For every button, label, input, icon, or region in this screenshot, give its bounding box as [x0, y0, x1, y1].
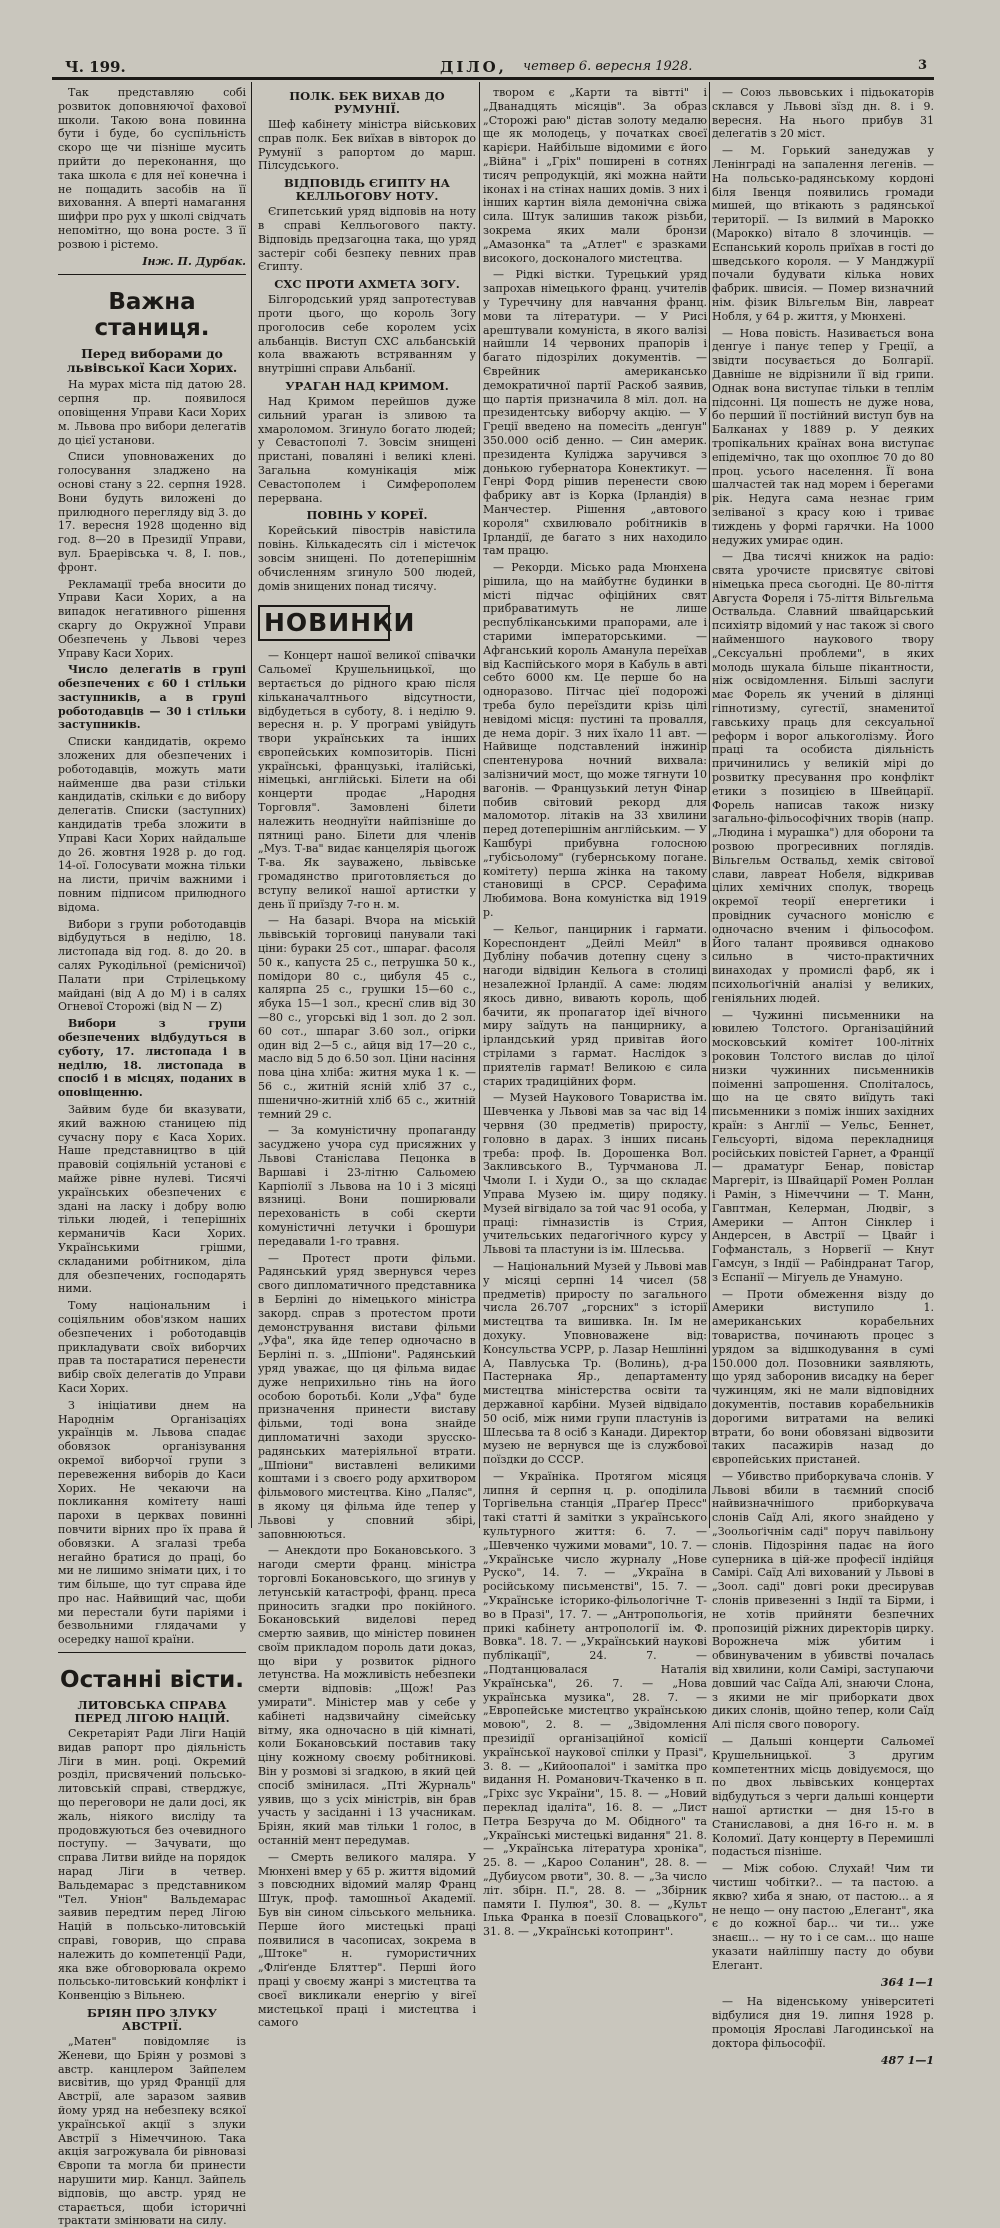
- news-heading: ПОЛК. БЕК ВИХАВ ДО РУМУНІЇ.: [289, 89, 445, 116]
- news-item: — Два тисячі книжок на радіо: свята урочисте присвятує світові німецька преса сьогодні. Це 80-ліття Августа Фореля і 75-ліття Вільгельма Оствальда. Славний швайцарський психіятр відомий у нас також зі свого найменшого наукового твору „Сексуальні проблеми", в яких молодь шукала більше пікантности, ніж освідомлення. Більші заслуги має Форель як учений в ділянці гіпнотизму, сугестії, знаменитої гавськиху праць для сексуальної реформ і ворог алькоголізму. Його праці та особиста діяльність причинились у великій мірі до розвитку пресування про конфлікт етики з позицією в Швейцарії. Форель написав також низку загально-фільософічних творів (напр. „Людина і мурашка") для оборони та розвою прогресивних поглядів. Вільгельм Оствальд, хемік світової слави, лавреат Нобеля, відкривав цілих хемічних сполук, творець окремої теорії енергетики і провідник сучасного моніслю є одночасно вченим і фільософом. Його талант проявився однаково сильно в чисто-практичних винаходах у промислі фарб, як і психольоґічній аналізі у великих, геніяльних людей.: [712, 550, 934, 1005]
- issue-date: четвер 6. вересня 1928.: [523, 59, 693, 74]
- news-item: — На віденському університеті відбулися дня 19. липня 1928 р. промоція Ярославі Лагодинської на доктора фільософії.: [712, 1995, 934, 2050]
- news-text: Корейський півострів навістила повінь. Кількадесять сіл і містечок зовсім знищені. По дотеперішнім обчисленням згинуло 500 людей, домів знищених понад тисячу.: [258, 524, 476, 593]
- article-paragraph: Тому національним і соціяльним обов'язком наших обезпечених і роботодавців прикладувати своїх виборчих прав та постаратися перенести вибір своїх делегатів до Управи Каси Хорих.: [58, 1299, 246, 1395]
- news-item: — Чужинні письменники на ювилею Толстого. Організаційний московський комітет 100-літніх роковин Толстого вислав до цілої низки чужинних письменників поіменні запрошення. Споліталось, що на це свято виїдуть такі письменники з поміж інших західних країн: з Англії — Уельс, Беннет, Гельсуорті, відома перекладниця російських повістей Гарнет, а Франції — драматург Бенар, повістар Маргеріт, із Швайцарії Ромен Роллан і Рамін, з Німеччини — Т. Манн, Гавптман, Келерман, Людвіг, з Америки — Аптон Сінклер і Андерсен, в Австрії — Цвайг і Гофмансталь, з Норвегії — Кнут Гамсун, з Індії — Рабіндранат Тагор, з Еспанії — Мігуель де Унамуно.: [712, 1008, 935, 1284]
- divider: [58, 1652, 246, 1653]
- column-4: [712, 86, 935, 2067]
- article-paragraph: Зайвим буде би вказувати, який важною станицею під сучасну пору є Каса Хорих. Наше представництво в цій правовій соціяльній установі є майже рівне нулеві. Тисячі українських обезпечених є здані на ласку і добру волю тільки людей, і теперішніх керманичів Каси Хорих. Українськими грішми, складаними робітником, діла для обезпечених, господарять ними.: [58, 1103, 246, 1296]
- column-divider: [251, 82, 252, 1528]
- news-item: — М. Горький занедужав у Ленінграді на запалення легенів. — На польсько-радянському кордоні біля Івенця появились громади мишей, що втікають з радянської території. — Із вилмий в Марокко (Марокко) вітало 8 злочинців. — Еспанський король приїхав в гості до шведського короля. — У Манджурії почали будувати кілька нових фабрик. швисія. — Помер визначний нім. фізик Вільгельм Він, лавреат Нобля, у 64 р. життя, у Мюнхені.: [712, 144, 934, 323]
- column-2: [258, 86, 476, 2030]
- news-item: — За комуністичну пропаганду засуджено учора суд присяжних у Львові Станіслава Пецонка в Варшаві і 23-літню Сальомею Карпіолії з Львова на 10 і 3 місяці вязниці. Вони поширювали перехованість в собі скерти комуністичні летучки і брошури передавали 1-го травня.: [258, 1124, 476, 1248]
- news-text: Єгипетський уряд відповів на ноту в справі Келльогового пакту. Відповідь предзагоцна така, що уряд застеріг собі безпеку певних прав Єгипту.: [258, 205, 476, 274]
- article-subtitle: Перед виборами до львівської Каси Хорих.: [66, 346, 238, 376]
- news-text: Над Кримом перейшов дуже сильний ураган із зливою та хмароломом. Згинуло богато людей; у Севастополі 7. Зовсім знищені пристані, поваляні і великі клені. Загальна комунікація між Севастополем і Симферополем перервана.: [258, 394, 476, 505]
- news-item: — Кельог, панцирник і гармати. Кореспондент „Дейлі Мейл" в Дубліну побачив дотепну сцену з нагоди відвідин Кельога в столиці незалежної Ірландії. А саме: людям якось дивно, вивають король, щоб бачити, як пропагатор ідеї вічного миру заїдуть на панцирнику, а ірландський уряд привітав його стрілами з гармат. Наслідок з приятелів гармат! Великою є сила старих традиційних форм.: [483, 922, 707, 1088]
- ad-code: 364 1—1: [880, 1975, 934, 1989]
- news-item: — Між собою. Слухай! Чим ти чистиш чобітки?.. — та пастою. а яквю? хиба я знаю, от пастою... а я не нещо — ону пастою „Елегант", яка є до кожної бар... чи ти... уже знаєш... — ну то і се сам... що наше указати найліпшу пасту до обуви Елегант.: [712, 1862, 934, 1972]
- article-paragraph: Число делегатів в групі обезпечених є 60 і стільки заступників, а в групі роботодавців — 30 і стільки заступників.: [58, 663, 246, 732]
- article-paragraph: Рекламації треба вносити до Управи Каси Хорих, а на випадок негативного рішення скаргу до Окружної Управи Обезпечень у Львові через Управу Каси Хорих.: [58, 577, 246, 660]
- news-item: — Концерт нашої великої співачки Сальомеї Крушельницької, що вертається до рідного краю після кільканачалтнього відсутности, відбудеться в суботу, 8. і неділю 9. вересня н. р. У програмі увійдуть твори українських та інших європейських композиторів. Пісні українські, французькі, італійські, німецькі, англійські. Білети на обі концерти продає „Народня Торговля". Замовлені білети належить неоднуїти найпізніше до пятниці рано. Білети для членів „Муз. Т-ва" видає канцелярія цьогож Т-ва. Як зауважено, львівське громадянство приготовляється до вступу великої нашої артистки у день її приїзду 7-го н. м.: [258, 649, 476, 911]
- news-item: — Рекорди. Місько рада Мюнхена рішила, що на майбутнє будинки в місті підчас офіційних свят прибраватимуть не лише республіканськими прапорами, але і старими імператорськими. — Афганський король Аманула переїхав від Каспійського моря в Кабуль в авті себто 6000 км. Це перше бо на одноразово. Пітчас ціеї подорожі треба було переїздити крізь цілі невідомі місця: пустині та провалля, де нема доріг. З них їхало 11 авт. — Найвище подставлений інжинір спентенурова ночний вихвала: залізничий мост, що може тягнути 10 вагонів. — Французький летун Фінар побив світовий рекорд для маломотор. літаків на 33 хвилини перед дотеперішнім англійським. — У Кашбурі прибувна голосною „губісьолому" (губернському погане. комітету) перша жінка на такому становищі в СРСР. Серафима Любимова. Вона комуністка від 1919 р.: [483, 561, 707, 920]
- article-text: Так представляю собі розвиток доповняючої фахової школи. Такою вона повинна бути і буде, бо суспільність скоро ще чи пізніше мусить прийти до переконання, що така школа є для неї конечна і не пощадить засобів на її виховання. А вперті намагання шифри про рух у школі свідчать непомітно, що вона росте. З її розвою і рістемо.: [58, 86, 246, 251]
- section-title: Останні вісти.: [60, 1667, 244, 1694]
- news-text: „Матен" повідомляє із Женеви, що Бріян у розмові з австр. канцлером Зайпелем висвітив, що уряд Франції для Австрії, але заразом заявив йому уряд на небезпеку всякої української акції з злуки Австрії з Німеччиною. Така акція загрожувала би рівновазі Європи та могла би принести нарушити мир. Канцл. Зайпель відповів, що австр. уряд не старається, щоби історичні трактати змінювати на силу.: [58, 2035, 246, 2228]
- news-item: — Нова повість. Називається вона денгуе і панує тепер у Греції, а звідти посувається до Болгарії. Давніше не відрізнили її від грипи. Однак вона виступає тільки в теплім підсонні. Ця пошесть не дуже нова, бо перший її постійний виступ був на Балканах у 1889 р. У деяких тропікальних країнах вона виступає епідемічно, так що охоплює 70 до 80 проц. усього населення. Її вона шалчастей так над морем і берегами рік. Недуга сама незнає грим зеліваної з красу кою і триває тиждень у формі гарячки. На 1000 недужих умирає один.: [712, 326, 934, 547]
- news-item: — Музей Наукового Товариства ім. Шевченка у Львові мав за час від 14 червня (30 предметів) приросту, головно в дарах. З інших писань треба: проф. Ів. Дорошенка Вол. Закливського В., Турчманова Л. Чмоли І. і Худи О., за що складає Управа Музею ім. щиру подяку. Музей вігвідало за той час 91 особа, у праці: гімназистів із Стрия, учительських педагогічного курсу у Львові та пластуни із ім. Шлесьва.: [483, 1091, 707, 1257]
- article-paragraph: З ініціативи днем на Народнім Організаціях українців м. Львова спадає обовязок організування окремої виборчої групи з перевеження виборів до Каси Хорих. Не чекаючи на покликання комітету наші парохи в церквах повинні повчити вірних про їх права й обовязки. А згалазі треба негайно братися до праці, бо ми не лишимо знімати цих, і то тим більше, що тут справа йде про нас. Найвищий час, щоби ми перестали бути паріями і безвольними глядачами у осередку нашої країни.: [58, 1398, 246, 1647]
- article-paragraph: Вибори з групи обезпечених відбудуться в суботу, 17. листопада і в неділю, 18. листопада в спосіб і в місцях, поданих в оповіщенню.: [58, 1017, 246, 1100]
- news-item: — Союз львовських і підьокаторів склався у Львові зїзд дн. 8. і 9. вересня. На нього прибув 31 делегатів з 20 міст.: [712, 86, 934, 141]
- news-text: Білгородський уряд запротестував проти цього, що король Зогу проголосив себе королем усіх альбанців. Виступ СХС альбанській кола вважають встряванням у внутрішні справи Альбанії.: [258, 293, 476, 376]
- news-heading: ПОВІНЬ У КОРЕЇ.: [306, 508, 428, 523]
- news-heading: БРІЯН ПРО ЗЛУКУ АВСТРІЇ.: [87, 2006, 217, 2034]
- article-title: Важна станиця.: [94, 289, 210, 342]
- section-title-novynky: НОВИНКИ: [258, 605, 390, 641]
- news-item: твором є „Карти та вівтті" і „Дванадцять місяців". За образ „Сторожі раю" дістав золоту медалю ще як молодець, у початках своєї карієри. Найбільше відомими є його „Війна" і „Гріх" поширені в сотнях тисяч репродукцій, які можна найти іконах і на стінах наших домів. З них і інших картин віяла демонічна свіжа сила. Штук залишив також різьби, зокрема яких мали бронзи „Амазонка" та „Атлет" є зразками високого, досконалого мистецтва.: [483, 86, 707, 265]
- news-item: — Убивство приборкувача слонів. У Львові вбили в таємний спосіб найвизначнішого приборкувача слонів Саїд Алі, якого знайдено у „Зоольоґічнім саді" поруч павільону слонів. Підозріння падає на його суперника в цій-же професії індійця Самірі. Саїд Алі вихований у Львові в „Зоол. саді" довгі роки дресирував слонів привезенні з Індії та Бірми, і не хотів прийняти безпечних пропозицій ріжних директорів цирку. Ворожнеча між убитим і обвинуваченим в убивстві почалась від хвилини, коли Самірі, заступаючи довший час Саїда Алі, знаючи Слона, з якими не міг приборкати двох диких слонів, щойно тепер, коли Саїд Алі після свого поворогу.: [712, 1469, 934, 1732]
- news-item: — Національний Музей у Львові мав у місяці серпні 14 чисел (58 предметів) приросту по загального числа 26.707 „горсних" з історії мистецтва та вишивка. Ін. Ім не дохуку. Уповноважене від: Консульства УСРР, р. Лазар Нешлінні А, Павлуська Тр. (Волинь), д-ра Пастернака Яр., департаменту мистецтва міністерства освіти та державної карбіни. Музей відвідало 50 осіб, між ними групи пластунів із Шлесьва та 8 осіб з Канади. Директор музею не вернувся ще із службової поїздки до СССР.: [483, 1259, 707, 1467]
- news-heading: УРАГАН НАД КРИМОМ.: [285, 378, 449, 393]
- divider: [58, 274, 246, 275]
- news-heading: ЛИТОВСЬКА СПРАВА ПЕРЕД ЛІГОЮ НАЦІЙ.: [74, 1698, 230, 1726]
- article-paragraph: Списки кандидатів, окремо зложених для обезпечених і роботодавців, можуть мати найменше два рази стільки кандидатів, скільки є до вибору делегатів. Списки (заступних) кандидатів треба зложити в Управі Каси Хорих найдальше до 26. жовтня 1928 р. до год. 14-ої. Голосувати можна тільки на листи, причім важними і повним підписом прилюдного відома.: [58, 735, 246, 914]
- news-item: — Дальші концерти Сальомеї Крушельницької. З другим компетентних місць довідуємося, що по двох львівських концертах відбудуться з черги дальші концерти нашої артистки — дня 15-го в Станиславові, а дня 16-го н. м. в Коломиї. Дату концерту в Перемишлі подасться пізніше.: [712, 1735, 934, 1859]
- news-item: — Протест проти фільми. Радянський уряд звернувся через свого дипломатичного представника в Берліні до німецького міністра закорд. справ з протестом проти демонстрування вистави фільми „Уфа", яка йде тепер одночасно в Берліні п. з. „Шпіони". Радянський уряд уважає, що ця фільма видає дуже неприхильно тінь на його особою боротьбі. Коли „Уфа" буде призначення принести виставу фільми, тоді вона знайде дипломатичні заходи зрусско-радянських матеріяльної втрати. „Шпіони" виставлені великими коштами і з своєго роду архитвором фільмового мистецтва. Кіно „Паляс", в якому ця фільма йде тепер у Львові у сповний збірі, заповнюються.: [258, 1251, 476, 1541]
- column-3: [483, 86, 707, 1939]
- article-paragraph: На мурах міста під датою 28. серпня пр. появилося оповіщення Управи Каси Хорих м. Львова про вибори делегатів до цієї установи.: [58, 378, 246, 447]
- news-heading: ВІДПОВІДЬ ЄГИПТУ НА КЕЛЛЬОГОВУ НОТУ.: [284, 176, 450, 204]
- article-paragraph: Вибори з групи роботодавців відбудуться в неділю, 18. листопада від год. 8. до 20. в салях Рукодільної (ремісничої) Палати при Стрілецькому майдані (від А до М) і в салях Огневої Сторожі (від N — Z): [58, 917, 246, 1014]
- article-paragraph: Списи уповноважених до голосування зладжено на основі стану з 22. серпня 1928. Вони будуть виложені до прилюдного перегляду від 3. до 17. вересня 1928 щоденно від год. 8—20 в Президії Управи, вул. Браерівська ч. 8, І. пов., фронт.: [58, 450, 246, 574]
- page-number-left: Ч. 199.: [65, 58, 126, 76]
- news-item: — Рідкі вістки. Турецький уряд запрохав німецького франц. учителів у Туреччину для навчання франц. мови та літератури. — У Рисі арештували комуніста, в якого валізі найшли 14 червоних прапорів і багато підозрілих документів. — Єврейник американсько демократичної партії Раскоб заявив, що партія призначила 8 міл. дол. на президентську виборчу акцію. — У Греції введено на помесіть „денгун" 350.000 осіб денно. — Син америк. президента Куліджа заручився з донькою губернатора Конектикут. — Генрі Форд рішив перенести свою фабрику авт із Корка (Ірландія) в Манчестер. Рішення „автового короля" схвилювало робітників в Ірландії, де багато з них находило там працю.: [483, 268, 707, 558]
- author-signature: Інж. П. Дурбак.: [142, 254, 246, 268]
- news-text: Шеф кабінету міністра військових справ полк. Бек виїхав в вівторок до Румунії з рапортом до марш. Пілсудського.: [258, 118, 476, 173]
- news-heading: СХС ПРОТИ АХМЕТА ЗОГУ.: [274, 277, 460, 292]
- header-rule: [52, 77, 934, 80]
- ad-code: 487 1—1: [880, 2053, 934, 2067]
- masthead: ДІЛО,: [440, 58, 507, 76]
- news-item: — Анекдоти про Бокановського. З нагоди смерти франц. міністра торговлі Бокановського, що згинув у летунській катастрофі, франц. преса приносить згадки про покійного. Бокановський виделові перед смертю заявив, що міністер повинен своїм прикладом пороль дати доказ, що віри у розвиток рідного летунства. На можливість небезпеки смерти відповів: „Щож! Раз умирати". Міністер мав у себе у кабінеті надзвичайну сімейську вітму, яка одночасно в цій кімнаті, коли Бокановський поставив таку ціну кожному своєму робітникові. Він у розмові зі згадкою, в який цей спосіб змінилася. „Пті Журналь" уявив, що з усіх міністрів, він брав участь у засіданні і 13 учасникам. Бріян, який мав тільки 1 голос, в останній мент передумав.: [258, 1544, 476, 1848]
- column-divider: [479, 82, 480, 1528]
- news-item: — Проти обмеження візду до Америки виступило 1. американських корабельних товариства, починають процес з урядом за відшкодування в сумі 150.000 дол. Позовники заявляють, що уряд заборонив висадку на берег чужинцям, які не мали відповідних документів, поставив корабельників дорогими витратами на великі втрати, бо вони обовязані відвозити таких пасажирів назад до європейських пристаней.: [712, 1287, 934, 1467]
- news-item: — Україніка. Протягом місяця липня й серпня ц. р. оподілила Торгівельна станція „Праґер Пресс" такі статті й замітки з українського культурного життя: 6. 7. — „Шевченко чужими мовами", 10. 7. — „Українське число журналу „Нове Руско", 14. 7. — „Україна в російському письменстві", 15. 7. — „Українське історико-фільологічне Т-во в Празі", 17. 7. — „Антропольогія, прикі кабінету антропології ім. Ф. Вовка". 18. 7. — „Український наукові публікації", 24. 7. — „Подтанцювалася Наталія Українська", 26. 7. — „Нова українська музика", 28. 7. — „Европейське мистецтво українською мовою", 2. 8. — „Звідомлення презиідії організаційної комісії української наукової спілки у Празі", 3. 8. — „Кийоопалоі" і замітка про видання Н. Романович-Ткаченко в п. „Гріхс зус України", 15. 8. — „Новий переклад ідаліта", 16. 8. — „Лист Петра Безруча до М. Обідного" та „Українські мистецькі видання" 21. 8. — „Українська література хроніка", 25. 8. — „Кароо Соланин", 28. 8. — „Дубиусом рвоти", 30. 8. — „За число літ. збірн. П.", 28. 8. — „Збірник памяти І. Пулюя", 30. 8. — „Культ Ілька Франка в поезії Словацького", 31. 8. — „Українські котопринт".: [483, 1469, 707, 1939]
- news-item: — Смерть великого маляра. У Мюнхені вмер у 65 р. життя відомий з повсюдних відомий маляр Франц Штук, проф. тамошньої Академії. Був він сином сільського мельника. Перше його мистецькі праці появилися в часописах, зокрема в „Штоке" н. гумористичних „Фліґенде Бляттер". Перші його праці у своєму жанрі з мистецтва та своєї викликали енергію у вігеї мистецької праці і мистецтва і самого: [258, 1850, 476, 2030]
- page-number-right: 3: [917, 58, 927, 73]
- news-text: Секретаріят Ради Ліги Націй видав рапорт про діяльність Ліги в мин. році. Окремий розділ, присвячений польсько-литовській справі, стверджує, що переговори не дали досі, як жаль, ніякого висліду та продовжуються без очевидного поступу. — Зачувати, що справа Литви вийде на порядок нарад Ліги в четвер. Вальдемарас з представником "Тел. Уніон" Вальдемарас заявив передтим перед Лігою Націй в польсько-литовській справі, говорив, що справа належить до компетенції Ради, яка вже обговорювала окремо польсько-литовський конфлікт і Конвенцію з Вільнею.: [58, 1727, 246, 2003]
- column-1: [58, 86, 246, 2228]
- news-item: — На базарі. Вчора на міській львівській торговиці панували такі ціни: бураки 25 сот., шпараг. фасоля 50 к., капуста 25 с., петрушка 50 к., помідори 80 с., цибуля 45 с., калярпа 25 с., грушки 15—60 с., ябука 15—1 зол., креснї слив від 30—80 с., угорські від 1 зол. до 2 зол. 60 сот., шпараг 3.60 зол., огірки один від 2—5 с., айця від 17—20 с., масло від 5 до 6.50 зол. Ціни насіння пова ціна хліба: житня мука 1 к. — 56 с., житній ясній хліб 37 с., пшенично-житній хліб 65 с., житній темний 29 с.: [258, 914, 476, 1121]
- column-divider: [709, 82, 710, 1528]
